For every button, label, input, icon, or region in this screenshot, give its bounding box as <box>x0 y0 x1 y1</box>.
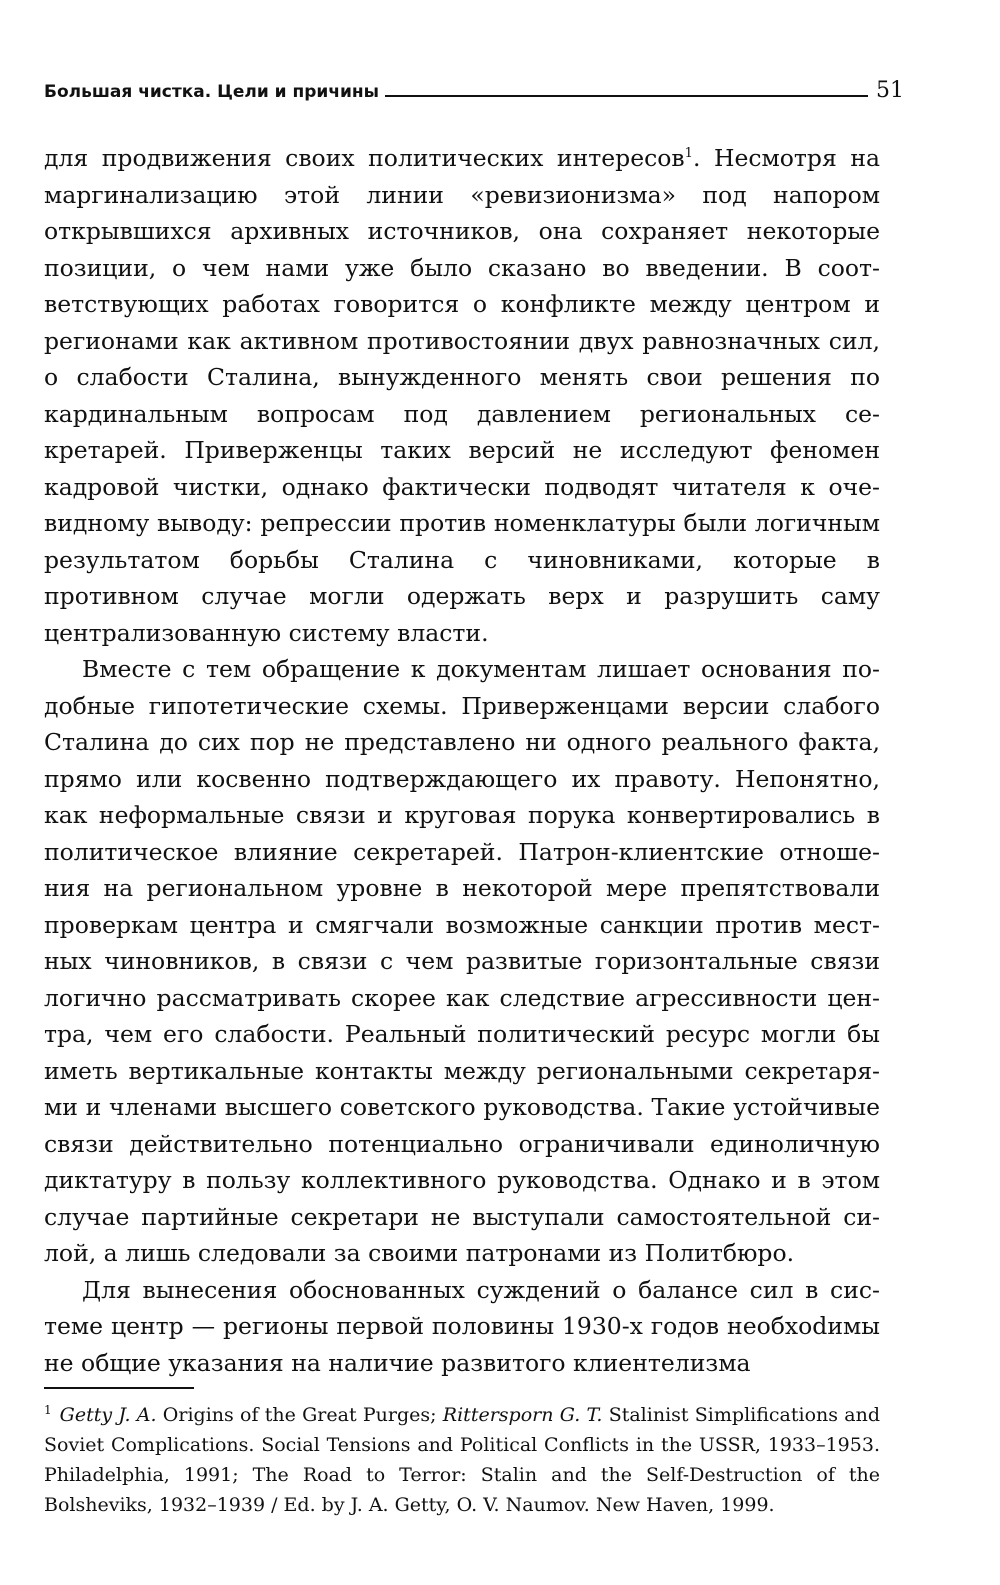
running-head-rule <box>385 95 868 97</box>
page-number: 51 <box>876 78 904 103</box>
footnote-rest: Stalinist Simplifications and Soviet Complications. Social Tensions and Political Conflicts in the USSR, 1933–1953. Philadelphia, 1991; The Road to Terror: Stalin and the Self-Destruction of the Bolsheviks, 1932–1939 / Ed. by J. A. Getty, O. V. Naumov. New Haven, 1999. <box>44 1404 880 1516</box>
paragraph-3: Для вынесения обоснованных суждений о балансе сил в системе центр — регионы первой половины 1930-х годов необхоdимы не общие указания на наличие развитого клиентелизма <box>44 1275 880 1377</box>
footnote-author-2: Rittersporn G. T. <box>442 1404 603 1426</box>
running-head <box>44 76 904 102</box>
paragraph-1-rest: . Несмотря на маргинализацию этой линии «ревизионизма» под напором открывшихся архивных источников, она сохраняет некоторые позиции, о чем нами уже было сказано во введении. В соответствующих работах говорится о конфликте между центром и регионами как активном противостоянии двух равнозначных сил, о слабости Сталина, вынужденного менять свои решения по кардинальным вопросам под давлением региональных секретарей. Приверженцы таких версий не исследуют феномен кадровой чистки, однако фактически подводят читателя к очевидному выводу: репрессии против номенклатуры были логичным результатом борьбы Сталина с чиновниками, которые в противном случае могли одержать верх и разрушить саму централизованную систему власти. <box>44 144 880 647</box>
body-text <box>44 140 880 1381</box>
paragraph-2: Вместе с тем обращение к документам лишает основания подобные гипотетические схемы. Приверженцами версии слабого Сталина до сих пор не представлено ни одного реального факта, прямо или косвенно подтверждающего их правоту. Непонятно, как неформальные связи и круговая порука конвертировались в политическое влияние секретарей. Патрон-клиентские отношения на региональном уровне в некоторой мере препятствовали проверкам центра и смягчали возможные санкции против местных чиновников, в связи с чем развитые горизонтальные связи логично рассматривать скорее как следствие агрессивности центра, чем его слабости. Реальный политический ресурс могли бы иметь вертикальные контакты между региональными секретарями и членами высшего советского руководства. Такие устойчивые связи действительно потенциально ограничивали единоличную диктатуру в пользу коллективного руководства. Однако и в этом случае партийные секретари не выступали самостоятельной силой, а лишь следовали за своими патронами из Политбюро. <box>44 655 880 1267</box>
footnote-reference: 1 <box>684 146 693 162</box>
footnote-separator <box>44 1387 194 1389</box>
footnote-author-1: Getty J. A. <box>59 1404 157 1426</box>
footnote-number: 1 <box>44 1402 52 1417</box>
running-head-title: Большая чистка. Цели и причины <box>44 82 380 102</box>
footnote-work-1: Origins of the Great Purges; <box>162 1404 437 1426</box>
paragraph-1-start: для продвижения своих политических интересов <box>44 144 685 172</box>
paragraph-1 <box>44 140 880 651</box>
footnote <box>44 1400 880 1520</box>
